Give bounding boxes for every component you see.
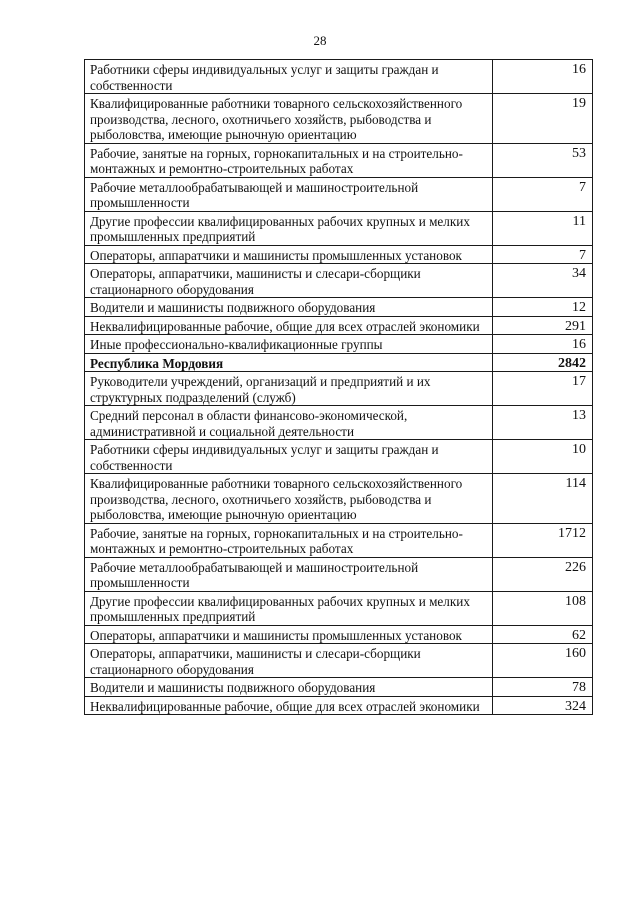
count-cell: 114 [493, 474, 593, 524]
occupation-name-cell: Операторы, аппаратчики, машинисты и слесари-сборщики стационарного оборудования [85, 264, 493, 298]
count-cell: 160 [493, 644, 593, 678]
occupation-name-cell: Работники сферы индивидуальных услуг и защиты граждан и собственности [85, 440, 493, 474]
table-row [85, 591, 593, 625]
table-row [85, 60, 593, 94]
table-row [85, 264, 593, 298]
table-row [85, 696, 593, 715]
count-cell: 226 [493, 557, 593, 591]
page-number: 28 [313, 33, 327, 48]
count-cell: 1712 [493, 523, 593, 557]
occupation-name-cell: Республика Мордовия [85, 353, 493, 372]
table-row [85, 211, 593, 245]
occupation-name-cell: Рабочие металлообрабатывающей и машиностроительной промышленности [85, 557, 493, 591]
table-row [85, 678, 593, 697]
occupation-name-cell: Средний персонал в области финансово-экономической, административной и социальной деятельности [85, 406, 493, 440]
table-row [85, 625, 593, 644]
occupation-name-cell: Водители и машинисты подвижного оборудования [85, 298, 493, 317]
occupation-name-cell: Рабочие, занятые на горных, горнокапитальных и на строительно-монтажных и ремонтно-строительных работах [85, 143, 493, 177]
count-cell: 17 [493, 372, 593, 406]
occupation-name-cell: Квалифицированные работники товарного сельскохозяйственного производства, лесного, охотничьего хозяйств, рыбоводства и рыболовства, имеющие рыночную ориентацию [85, 94, 493, 144]
count-cell: 2842 [493, 353, 593, 372]
occupation-name-cell: Квалифицированные работники товарного сельскохозяйственного производства, лесного, охотничьего хозяйств, рыбоводства и рыболовства, имеющие рыночную ориентацию [85, 474, 493, 524]
table-row [85, 406, 593, 440]
table-row [85, 353, 593, 372]
occupation-table-body [85, 60, 593, 715]
count-cell: 53 [493, 143, 593, 177]
occupation-name-cell: Другие профессии квалифицированных рабочих крупных и мелких промышленных предприятий [85, 591, 493, 625]
table-row [85, 245, 593, 264]
occupation-name-cell: Другие профессии квалифицированных рабочих крупных и мелких промышленных предприятий [85, 211, 493, 245]
count-cell: 34 [493, 264, 593, 298]
count-cell: 62 [493, 625, 593, 644]
occupation-name-cell: Неквалифицированные рабочие, общие для всех отраслей экономики [85, 316, 493, 335]
table-row [85, 372, 593, 406]
table-row [85, 523, 593, 557]
count-cell: 10 [493, 440, 593, 474]
occupation-name-cell: Операторы, аппаратчики и машинисты промышленных установок [85, 245, 493, 264]
count-cell: 7 [493, 177, 593, 211]
occupation-name-cell: Рабочие, занятые на горных, горнокапитальных и на строительно-монтажных и ремонтно-строительных работах [85, 523, 493, 557]
occupation-name-cell: Операторы, аппаратчики, машинисты и слесари-сборщики стационарного оборудования [85, 644, 493, 678]
occupation-name-cell: Руководители учреждений, организаций и предприятий и их структурных подразделений (служб) [85, 372, 493, 406]
table-row [85, 316, 593, 335]
count-cell: 78 [493, 678, 593, 697]
count-cell: 108 [493, 591, 593, 625]
count-cell: 16 [493, 60, 593, 94]
count-cell: 13 [493, 406, 593, 440]
occupation-name-cell: Иные профессионально-квалификационные группы [85, 335, 493, 354]
table-row [85, 644, 593, 678]
count-cell: 7 [493, 245, 593, 264]
occupation-name-cell: Работники сферы индивидуальных услуг и защиты граждан и собственности [85, 60, 493, 94]
table-row [85, 298, 593, 317]
table-row [85, 177, 593, 211]
count-cell: 291 [493, 316, 593, 335]
table-row [85, 474, 593, 524]
table-row [85, 94, 593, 144]
table-row [85, 557, 593, 591]
count-cell: 324 [493, 696, 593, 715]
occupation-name-cell: Рабочие металлообрабатывающей и машиностроительной промышленности [85, 177, 493, 211]
table-row [85, 335, 593, 354]
count-cell: 19 [493, 94, 593, 144]
table-row [85, 440, 593, 474]
count-cell: 16 [493, 335, 593, 354]
table-row [85, 143, 593, 177]
count-cell: 12 [493, 298, 593, 317]
occupation-name-cell: Водители и машинисты подвижного оборудования [85, 678, 493, 697]
occupation-name-cell: Операторы, аппаратчики и машинисты промышленных установок [85, 625, 493, 644]
occupation-name-cell: Неквалифицированные рабочие, общие для всех отраслей экономики [85, 696, 493, 715]
count-cell: 11 [493, 211, 593, 245]
occupation-table [84, 59, 593, 715]
